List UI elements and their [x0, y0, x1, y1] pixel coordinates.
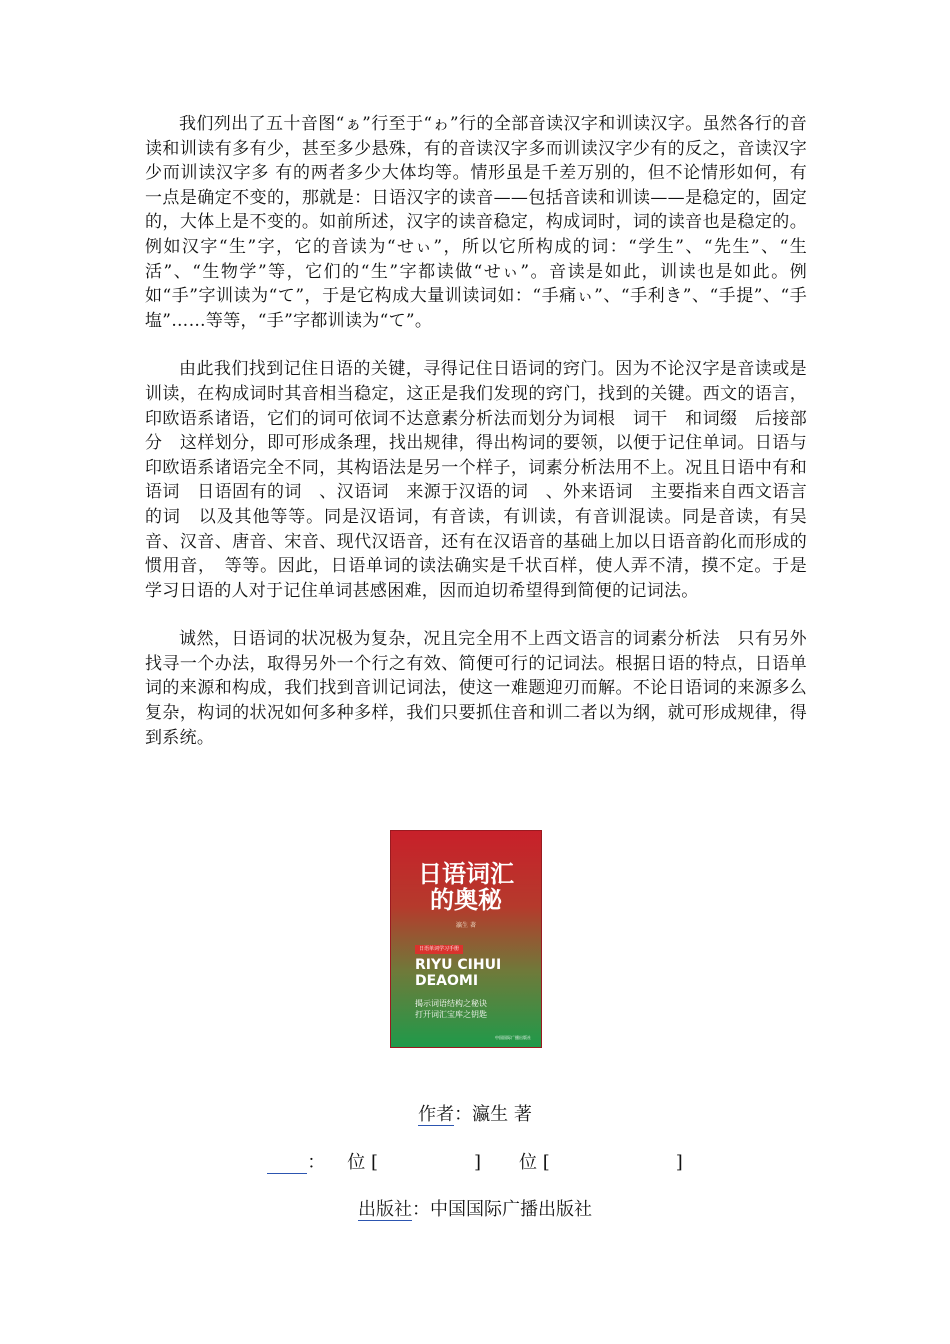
cover-english-title-line-1: RIYU CIHUI	[415, 957, 502, 973]
bracket-open-1: [	[370, 1152, 378, 1173]
cover-title-line-1: 日语词汇	[418, 860, 514, 888]
paragraph-1: 我们列出了五十音图“ぁ”行至于“ゎ”行的全部音读汉字和训读汉字。虽然各行的音读和训读有多有少，甚至多少悬殊，有的音读汉字多而训读汉字少有的反之，音读汉字少而训读汉字多 有的两者多少大体均等。情形虽是千差万别的，但不论情形如何，有一点是确定不变的，那就是：日语汉字的读音——包括音读和训读——是稳定的，固定的，大体上是不变的。如前所述，汉字的读音稳定，构成词时，词的读音也是稳定的。例如汉字“生”字，它的音读为“せぃ”，所以它所构成的词：“学生”、“先生”、“生活”、“生物学”等，它们的“生”字都读做“せぃ”。音读是如此，训读也是如此。例如“手”字训读为“て”，于是它构成大量训读词如：“手痛ぃ”、“手利き”、“手提”、“手塩”……等等，“手”字都训读为“て”。	[145, 114, 807, 331]
rating-label-1: 位	[347, 1152, 366, 1173]
cover-slogan-line-2: 打开词汇宝库之钥匙	[415, 1010, 487, 1019]
author-link[interactable]: 作者	[418, 1104, 455, 1125]
cover-slogan-line-1: 揭示词语结构之秘诀	[415, 999, 487, 1008]
publisher-link[interactable]: 出版社	[358, 1199, 412, 1220]
bracket-close-1: ]	[473, 1152, 481, 1173]
author-value: 瀛生 著	[472, 1104, 532, 1125]
cover-title-line-2: 的奥秘	[430, 886, 502, 914]
publisher-line	[0, 1195, 950, 1221]
rating-separator: ：	[307, 1152, 326, 1173]
paragraph-2: 由此我们找到记住日语的关键，寻得记住日语词的窍门。因为不论汉字是音读或是训读，在构成词时其音相当稳定，这正是我们发现的窍门，找到的关键。西文的语言，印欧语系诸语，它们的词可依词不达意素分析法而划分为词根 词干 和词缀 后接部分 这样划分，即可形成条理，找出规律，得出构词的要领，以便于记住单词。日语与印欧语系诸语完全不同，其构语法是另一个样子，词素分析法用不上。况且日语中有和语词 日语固有的词 、汉语词 来源于汉语的词 、外来语词 主要指来自西文语言的词 以及其他等等。同是汉语词，有音读，有训读，有音训混读。同是音读，有吴音、汉音、唐音、宋音、现代汉语音，还有在汉语音的基础上加以日语音韵化而形成的惯用音， 等等。因此，日语单词的读法确实是千状百样，使人弄不清，摸不定。于是学习日语的人对于记住单词甚感困难，因而迫切希望得到简便的记词法。	[145, 359, 807, 601]
cover-author: 瀛生 著	[456, 922, 476, 929]
paragraph-3: 诚然，日语词的状况极为复杂，况且完全用不上西文语言的词素分析法 只有另外找寻一个办法，取得另外一个行之有效、简便可行的记词法。根据日语的特点，日语单词的来源和构成，我们找到音训记词法，使这一难题迎刃而解。不论日语词的来源多么复杂，构词的状况如何多种多样，我们只要抓住音和训二者以为纲，就可形成规律，得到系统。	[145, 629, 807, 748]
rating-link[interactable]	[267, 1155, 307, 1174]
publisher-value: 中国国际广播出版社	[430, 1199, 592, 1220]
book-cover-image	[391, 831, 541, 1047]
author-separator: ：	[454, 1104, 473, 1125]
publisher-separator: ：	[412, 1199, 430, 1220]
cover-english-title-line-2: DEAOMI	[415, 973, 479, 989]
cover-series-tag: 日语单词学习手册	[415, 945, 463, 954]
author-line	[0, 1100, 950, 1126]
article-body	[145, 112, 807, 774]
rating-line	[0, 1148, 950, 1174]
bracket-close-2: ]	[675, 1152, 683, 1173]
cover-english-title	[415, 957, 501, 989]
rating-label-2: 位	[519, 1152, 537, 1173]
cover-slogan	[415, 998, 487, 1020]
cover-publisher-mark: 中国国际广播出版社	[495, 1035, 531, 1040]
bracket-open-2: [	[542, 1152, 550, 1173]
